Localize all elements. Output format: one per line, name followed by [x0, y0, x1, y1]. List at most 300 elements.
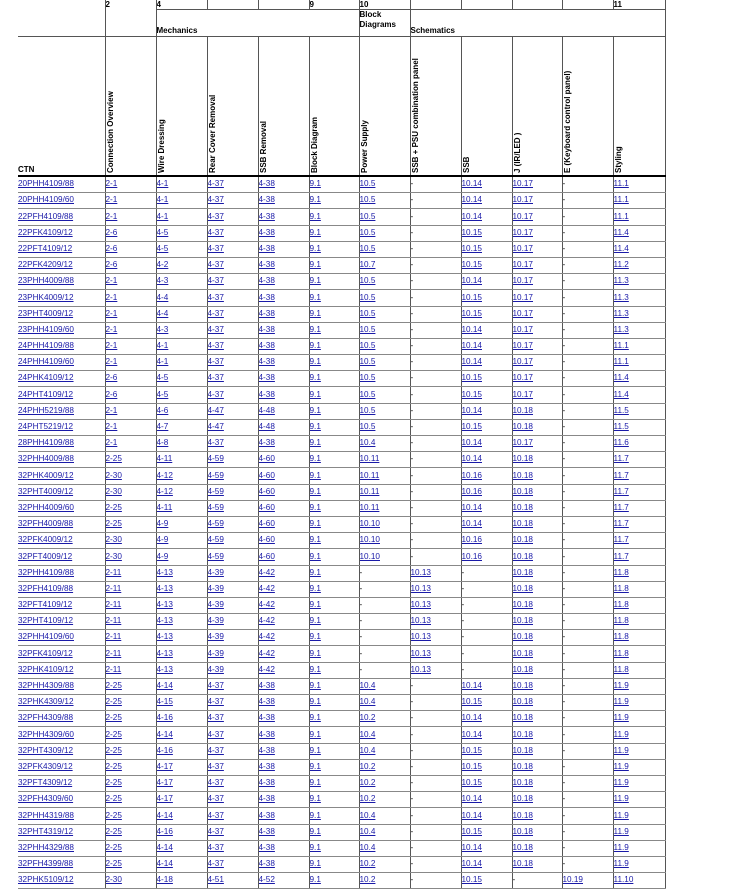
ctn-link[interactable]: 32PHK4309/12	[18, 697, 74, 707]
page-ref-link[interactable]: 4-5	[156, 373, 169, 383]
page-ref-link[interactable]: 4-42	[258, 600, 275, 610]
page-ref-link[interactable]: 4-17	[156, 794, 173, 804]
page-ref-link[interactable]: 11.8	[613, 583, 629, 593]
page-ref-link[interactable]: 11.8	[613, 616, 629, 626]
page-ref-link[interactable]: 4-16	[156, 826, 173, 836]
page-ref-link[interactable]: 4-14	[156, 810, 173, 820]
page-ref-link[interactable]: 11.9	[613, 729, 629, 739]
ctn-link[interactable]: 32PHT4009/12	[18, 486, 74, 496]
page-ref-link[interactable]: 4-38	[258, 697, 275, 707]
page-ref-link[interactable]: 4-37	[207, 794, 224, 804]
ctn-link[interactable]: 24PHH4109/60	[18, 357, 74, 367]
page-ref-link[interactable]: 4-39	[207, 583, 224, 593]
page-ref-link[interactable]: 4-39	[207, 664, 224, 674]
page-ref-link[interactable]: 4-37	[207, 308, 224, 318]
page-ref-link[interactable]: 10.5	[359, 405, 376, 415]
page-ref-link[interactable]: 11.4	[613, 389, 629, 399]
page-ref-link[interactable]: 9.1	[309, 567, 321, 577]
page-ref-link[interactable]: 2-25	[105, 454, 122, 464]
page-ref-link[interactable]: 11.9	[613, 681, 629, 691]
page-ref-link[interactable]: 2-25	[105, 713, 122, 723]
page-ref-link[interactable]: 10.18	[512, 551, 533, 561]
page-ref-link[interactable]: 4-39	[207, 600, 224, 610]
page-ref-link[interactable]: 10.17	[512, 373, 533, 383]
page-ref-link[interactable]: 10.14	[461, 519, 482, 529]
page-ref-link[interactable]: 4-17	[156, 761, 173, 771]
page-ref-link[interactable]: 4-59	[207, 486, 224, 496]
page-ref-link[interactable]: 10.18	[512, 681, 533, 691]
page-ref-link[interactable]: 4-38	[258, 276, 275, 286]
page-ref-link[interactable]: 10.15	[461, 260, 482, 270]
page-ref-link[interactable]: 10.5	[359, 308, 376, 318]
ctn-link[interactable]: 32PHK4109/12	[18, 664, 74, 674]
page-ref-link[interactable]: 11.7	[613, 535, 629, 545]
page-ref-link[interactable]: 10.14	[461, 195, 482, 205]
page-ref-link[interactable]: 10.13	[410, 616, 431, 626]
page-ref-link[interactable]: 9.1	[309, 243, 321, 253]
page-ref-link[interactable]: 4-12	[156, 470, 173, 480]
page-ref-link[interactable]: 4-39	[207, 648, 224, 658]
page-ref-link[interactable]: 10.2	[359, 875, 376, 885]
page-ref-link[interactable]: 9.1	[309, 405, 321, 415]
page-ref-link[interactable]: 4-38	[258, 357, 275, 367]
page-ref-link[interactable]: 4-42	[258, 583, 275, 593]
page-ref-link[interactable]: 10.18	[512, 810, 533, 820]
page-ref-link[interactable]: 11.1	[613, 211, 629, 221]
page-ref-link[interactable]: 2-1	[105, 308, 118, 318]
page-ref-link[interactable]: 4-42	[258, 648, 275, 658]
page-ref-link[interactable]: 4-14	[156, 859, 173, 869]
page-ref-link[interactable]: 4-38	[258, 826, 275, 836]
page-ref-link[interactable]: 10.11	[359, 454, 380, 464]
page-ref-link[interactable]: 11.9	[613, 842, 629, 852]
page-ref-link[interactable]: 4-16	[156, 713, 173, 723]
page-ref-link[interactable]: 10.16	[461, 535, 482, 545]
page-ref-link[interactable]: 2-30	[105, 470, 122, 480]
page-ref-link[interactable]: 9.1	[309, 842, 321, 852]
page-ref-link[interactable]: 11.9	[613, 745, 629, 755]
page-ref-link[interactable]: 4-37	[207, 761, 224, 771]
page-ref-link[interactable]: 11.1	[613, 341, 629, 351]
page-ref-link[interactable]: 2-1	[105, 324, 118, 334]
page-ref-link[interactable]: 10.15	[461, 745, 482, 755]
page-ref-link[interactable]: 9.1	[309, 470, 321, 480]
ctn-link[interactable]: 32PFK4009/12	[18, 535, 73, 545]
page-ref-link[interactable]: 4-11	[156, 502, 173, 512]
ctn-link[interactable]: 32PHT4109/12	[18, 616, 74, 626]
page-ref-link[interactable]: 10.18	[512, 502, 533, 512]
page-ref-link[interactable]: 2-11	[105, 583, 122, 593]
page-ref-link[interactable]: 4-59	[207, 454, 224, 464]
page-ref-link[interactable]: 4-5	[156, 243, 169, 253]
page-ref-link[interactable]: 9.1	[309, 341, 321, 351]
page-ref-link[interactable]: 10.10	[359, 535, 380, 545]
page-ref-link[interactable]: 11.3	[613, 276, 629, 286]
page-ref-link[interactable]: 4-47	[207, 422, 224, 432]
page-ref-link[interactable]: 10.17	[512, 276, 533, 286]
page-ref-link[interactable]: 9.1	[309, 502, 321, 512]
page-ref-link[interactable]: 4-38	[258, 341, 275, 351]
page-ref-link[interactable]: 2-25	[105, 826, 122, 836]
page-ref-link[interactable]: 10.17	[512, 341, 533, 351]
page-ref-link[interactable]: 10.14	[461, 713, 482, 723]
page-ref-link[interactable]: 11.8	[613, 648, 629, 658]
page-ref-link[interactable]: 4-13	[156, 664, 173, 674]
page-ref-link[interactable]: 4-1	[156, 179, 169, 189]
page-ref-link[interactable]: 4-37	[207, 713, 224, 723]
page-ref-link[interactable]: 10.16	[461, 470, 482, 480]
page-ref-link[interactable]: 11.4	[613, 227, 629, 237]
page-ref-link[interactable]: 10.17	[512, 243, 533, 253]
page-ref-link[interactable]: 4-39	[207, 632, 224, 642]
page-ref-link[interactable]: 4-60	[258, 551, 275, 561]
ctn-link[interactable]: 32PFT4309/12	[18, 778, 73, 788]
page-ref-link[interactable]: 10.15	[461, 227, 482, 237]
page-ref-link[interactable]: 2-25	[105, 519, 122, 529]
page-ref-link[interactable]: 4-2	[156, 260, 169, 270]
ctn-link[interactable]: 32PHK4009/12	[18, 470, 74, 480]
page-ref-link[interactable]: 10.17	[512, 357, 533, 367]
ctn-link[interactable]: 32PHH4009/60	[18, 502, 74, 512]
page-ref-link[interactable]: 10.18	[512, 535, 533, 545]
page-ref-link[interactable]: 4-38	[258, 681, 275, 691]
page-ref-link[interactable]: 10.5	[359, 227, 376, 237]
ctn-link[interactable]: 22PFK4109/12	[18, 227, 73, 237]
page-ref-link[interactable]: 11.8	[613, 600, 629, 610]
page-ref-link[interactable]: 11.7	[613, 486, 629, 496]
page-ref-link[interactable]: 9.1	[309, 875, 321, 885]
page-ref-link[interactable]: 2-1	[105, 195, 118, 205]
page-ref-link[interactable]: 10.17	[512, 195, 533, 205]
ctn-link[interactable]: 20PHH4109/60	[18, 195, 74, 205]
page-ref-link[interactable]: 9.1	[309, 357, 321, 367]
page-ref-link[interactable]: 11.9	[613, 794, 629, 804]
page-ref-link[interactable]: 10.4	[359, 810, 376, 820]
page-ref-link[interactable]: 4-37	[207, 859, 224, 869]
page-ref-link[interactable]: 4-48	[258, 405, 275, 415]
page-ref-link[interactable]: 2-1	[105, 179, 118, 189]
page-ref-link[interactable]: 10.4	[359, 697, 376, 707]
page-ref-link[interactable]: 10.15	[461, 243, 482, 253]
ctn-link[interactable]: 22PFK4209/12	[18, 260, 73, 270]
ctn-link[interactable]: 32PFH4009/88	[18, 519, 74, 529]
page-ref-link[interactable]: 9.1	[309, 454, 321, 464]
page-ref-link[interactable]: 9.1	[309, 794, 321, 804]
page-ref-link[interactable]: 4-11	[156, 454, 173, 464]
page-ref-link[interactable]: 10.18	[512, 842, 533, 852]
page-ref-link[interactable]: 10.4	[359, 681, 376, 691]
page-ref-link[interactable]: 4-37	[207, 357, 224, 367]
page-ref-link[interactable]: 4-12	[156, 486, 173, 496]
ctn-link[interactable]: 32PHH4329/88	[18, 842, 74, 852]
page-ref-link[interactable]: 4-6	[156, 405, 169, 415]
page-ref-link[interactable]: 10.18	[512, 616, 533, 626]
page-ref-link[interactable]: 4-59	[207, 551, 224, 561]
page-ref-link[interactable]: 4-18	[156, 875, 173, 885]
page-ref-link[interactable]: 4-14	[156, 681, 173, 691]
page-ref-link[interactable]: 10.15	[461, 697, 482, 707]
page-ref-link[interactable]: 4-37	[207, 260, 224, 270]
page-ref-link[interactable]: 4-37	[207, 227, 224, 237]
page-ref-link[interactable]: 4-14	[156, 842, 173, 852]
page-ref-link[interactable]: 10.5	[359, 276, 376, 286]
page-ref-link[interactable]: 9.1	[309, 583, 321, 593]
page-ref-link[interactable]: 10.4	[359, 826, 376, 836]
ctn-link[interactable]: 32PHH4319/88	[18, 810, 74, 820]
page-ref-link[interactable]: 2-6	[105, 227, 118, 237]
page-ref-link[interactable]: 4-60	[258, 486, 275, 496]
page-ref-link[interactable]: 10.15	[461, 778, 482, 788]
page-ref-link[interactable]: 10.5	[359, 324, 376, 334]
ctn-link[interactable]: 32PFH4109/88	[18, 583, 74, 593]
page-ref-link[interactable]: 10.18	[512, 648, 533, 658]
ctn-link[interactable]: 23PHH4009/88	[18, 276, 74, 286]
page-ref-link[interactable]: 4-37	[207, 276, 224, 286]
page-ref-link[interactable]: 10.18	[512, 583, 533, 593]
page-ref-link[interactable]: 4-38	[258, 211, 275, 221]
page-ref-link[interactable]: 10.18	[512, 486, 533, 496]
page-ref-link[interactable]: 10.5	[359, 422, 376, 432]
page-ref-link[interactable]: 4-38	[258, 745, 275, 755]
page-ref-link[interactable]: 10.15	[461, 292, 482, 302]
page-ref-link[interactable]: 2-11	[105, 600, 122, 610]
page-ref-link[interactable]: 9.1	[309, 713, 321, 723]
page-ref-link[interactable]: 10.14	[461, 859, 482, 869]
page-ref-link[interactable]: 10.14	[461, 810, 482, 820]
ctn-link[interactable]: 32PHH4309/88	[18, 681, 74, 691]
page-ref-link[interactable]: 4-37	[207, 179, 224, 189]
ctn-link[interactable]: 22PFH4109/88	[18, 211, 74, 221]
page-ref-link[interactable]: 9.1	[309, 859, 321, 869]
page-ref-link[interactable]: 10.11	[359, 486, 380, 496]
page-ref-link[interactable]: 4-38	[258, 842, 275, 852]
page-ref-link[interactable]: 9.1	[309, 422, 321, 432]
page-ref-link[interactable]: 10.5	[359, 292, 376, 302]
page-ref-link[interactable]: 9.1	[309, 227, 321, 237]
page-ref-link[interactable]: 4-37	[207, 842, 224, 852]
page-ref-link[interactable]: 10.14	[461, 502, 482, 512]
page-ref-link[interactable]: 9.1	[309, 632, 321, 642]
page-ref-link[interactable]: 9.1	[309, 600, 321, 610]
page-ref-link[interactable]: 10.15	[461, 875, 482, 885]
page-ref-link[interactable]: 11.4	[613, 373, 629, 383]
page-ref-link[interactable]: 4-5	[156, 389, 169, 399]
page-ref-link[interactable]: 2-25	[105, 761, 122, 771]
page-ref-link[interactable]: 10.5	[359, 341, 376, 351]
page-ref-link[interactable]: 9.1	[309, 438, 321, 448]
ctn-link[interactable]: 20PHH4109/88	[18, 179, 74, 189]
page-ref-link[interactable]: 4-38	[258, 761, 275, 771]
page-ref-link[interactable]: 10.14	[461, 438, 482, 448]
page-ref-link[interactable]: 2-6	[105, 260, 118, 270]
page-ref-link[interactable]: 9.1	[309, 535, 321, 545]
page-ref-link[interactable]: 4-9	[156, 519, 169, 529]
page-ref-link[interactable]: 4-59	[207, 535, 224, 545]
page-ref-link[interactable]: 2-1	[105, 292, 118, 302]
page-ref-link[interactable]: 10.10	[359, 551, 380, 561]
page-ref-link[interactable]: 2-25	[105, 794, 122, 804]
page-ref-link[interactable]: 11.7	[613, 551, 629, 561]
page-ref-link[interactable]: 9.1	[309, 211, 321, 221]
page-ref-link[interactable]: 4-38	[258, 292, 275, 302]
page-ref-link[interactable]: 10.2	[359, 794, 376, 804]
ctn-link[interactable]: 32PHH4309/60	[18, 729, 74, 739]
page-ref-link[interactable]: 10.18	[512, 454, 533, 464]
page-ref-link[interactable]: 10.5	[359, 373, 376, 383]
ctn-link[interactable]: 23PHK4009/12	[18, 292, 74, 302]
ctn-link[interactable]: 24PHT5219/12	[18, 422, 74, 432]
page-ref-link[interactable]: 10.18	[512, 422, 533, 432]
page-ref-link[interactable]: 11.7	[613, 454, 629, 464]
page-ref-link[interactable]: 4-38	[258, 810, 275, 820]
page-ref-link[interactable]: 11.5	[613, 422, 629, 432]
page-ref-link[interactable]: 10.18	[512, 632, 533, 642]
page-ref-link[interactable]: 4-13	[156, 648, 173, 658]
page-ref-link[interactable]: 11.7	[613, 470, 629, 480]
page-ref-link[interactable]: 10.18	[512, 794, 533, 804]
page-ref-link[interactable]: 2-25	[105, 778, 122, 788]
page-ref-link[interactable]: 4-1	[156, 341, 169, 351]
page-ref-link[interactable]: 4-1	[156, 357, 169, 367]
page-ref-link[interactable]: 2-25	[105, 697, 122, 707]
page-ref-link[interactable]: 10.14	[461, 276, 482, 286]
page-ref-link[interactable]: 4-13	[156, 632, 173, 642]
page-ref-link[interactable]: 10.15	[461, 422, 482, 432]
ctn-link[interactable]: 32PHK5109/12	[18, 875, 74, 885]
page-ref-link[interactable]: 4-3	[156, 324, 169, 334]
page-ref-link[interactable]: 10.18	[512, 519, 533, 529]
page-ref-link[interactable]: 4-14	[156, 729, 173, 739]
page-ref-link[interactable]: 10.11	[359, 470, 380, 480]
page-ref-link[interactable]: 4-37	[207, 438, 224, 448]
page-ref-link[interactable]: 10.13	[410, 664, 431, 674]
page-ref-link[interactable]: 10.15	[461, 761, 482, 771]
page-ref-link[interactable]: 10.15	[461, 373, 482, 383]
page-ref-link[interactable]: 10.18	[512, 664, 533, 674]
page-ref-link[interactable]: 9.1	[309, 389, 321, 399]
page-ref-link[interactable]: 2-30	[105, 875, 122, 885]
page-ref-link[interactable]: 2-1	[105, 422, 118, 432]
page-ref-link[interactable]: 9.1	[309, 195, 321, 205]
page-ref-link[interactable]: 10.18	[512, 761, 533, 771]
page-ref-link[interactable]: 4-17	[156, 778, 173, 788]
page-ref-link[interactable]: 4-1	[156, 195, 169, 205]
page-ref-link[interactable]: 9.1	[309, 519, 321, 529]
page-ref-link[interactable]: 10.17	[512, 308, 533, 318]
page-ref-link[interactable]: 4-42	[258, 632, 275, 642]
page-ref-link[interactable]: 2-25	[105, 859, 122, 869]
page-ref-link[interactable]: 2-11	[105, 648, 122, 658]
page-ref-link[interactable]: 11.9	[613, 761, 629, 771]
page-ref-link[interactable]: 10.18	[512, 405, 533, 415]
ctn-link[interactable]: 32PFT4109/12	[18, 600, 73, 610]
page-ref-link[interactable]: 4-38	[258, 373, 275, 383]
page-ref-link[interactable]: 10.2	[359, 761, 376, 771]
page-ref-link[interactable]: 11.3	[613, 324, 629, 334]
page-ref-link[interactable]: 4-38	[258, 389, 275, 399]
page-ref-link[interactable]: 4-42	[258, 616, 275, 626]
ctn-link[interactable]: 23PHT4009/12	[18, 308, 74, 318]
page-ref-link[interactable]: 2-6	[105, 389, 118, 399]
page-ref-link[interactable]: 11.9	[613, 697, 629, 707]
page-ref-link[interactable]: 11.9	[613, 778, 629, 788]
page-ref-link[interactable]: 10.17	[512, 292, 533, 302]
page-ref-link[interactable]: 4-13	[156, 567, 173, 577]
page-ref-link[interactable]: 2-1	[105, 405, 118, 415]
page-ref-link[interactable]: 2-1	[105, 276, 118, 286]
page-ref-link[interactable]: 4-37	[207, 681, 224, 691]
page-ref-link[interactable]: 4-38	[258, 243, 275, 253]
page-ref-link[interactable]: 2-6	[105, 373, 118, 383]
page-ref-link[interactable]: 9.1	[309, 810, 321, 820]
page-ref-link[interactable]: 9.1	[309, 308, 321, 318]
ctn-link[interactable]: 24PHK4109/12	[18, 373, 74, 383]
page-ref-link[interactable]: 4-1	[156, 211, 169, 221]
page-ref-link[interactable]: 10.18	[512, 778, 533, 788]
page-ref-link[interactable]: 4-9	[156, 535, 169, 545]
ctn-link[interactable]: 32PHH4109/88	[18, 567, 74, 577]
page-ref-link[interactable]: 10.13	[410, 583, 431, 593]
page-ref-link[interactable]: 4-38	[258, 324, 275, 334]
page-ref-link[interactable]: 4-38	[258, 227, 275, 237]
page-ref-link[interactable]: 4-37	[207, 697, 224, 707]
ctn-link[interactable]: 32PHT4319/12	[18, 826, 74, 836]
ctn-link[interactable]: 32PFK4109/12	[18, 648, 73, 658]
page-ref-link[interactable]: 10.18	[512, 470, 533, 480]
ctn-link[interactable]: 22PFT4109/12	[18, 243, 73, 253]
page-ref-link[interactable]: 10.2	[359, 859, 376, 869]
page-ref-link[interactable]: 10.14	[461, 179, 482, 189]
page-ref-link[interactable]: 2-6	[105, 243, 118, 253]
page-ref-link[interactable]: 2-25	[105, 681, 122, 691]
page-ref-link[interactable]: 2-11	[105, 664, 122, 674]
page-ref-link[interactable]: 10.18	[512, 826, 533, 836]
page-ref-link[interactable]: 11.1	[613, 179, 629, 189]
page-ref-link[interactable]: 10.14	[461, 405, 482, 415]
page-ref-link[interactable]: 2-11	[105, 616, 122, 626]
page-ref-link[interactable]: 4-52	[258, 875, 275, 885]
page-ref-link[interactable]: 2-30	[105, 535, 122, 545]
page-ref-link[interactable]: 10.14	[461, 341, 482, 351]
page-ref-link[interactable]: 2-1	[105, 357, 118, 367]
page-ref-link[interactable]: 10.14	[461, 729, 482, 739]
page-ref-link[interactable]: 4-38	[258, 195, 275, 205]
page-ref-link[interactable]: 9.1	[309, 761, 321, 771]
page-ref-link[interactable]: 10.11	[359, 502, 380, 512]
page-ref-link[interactable]: 4-38	[258, 794, 275, 804]
page-ref-link[interactable]: 4-38	[258, 729, 275, 739]
page-ref-link[interactable]: 10.15	[461, 826, 482, 836]
page-ref-link[interactable]: 4-13	[156, 600, 173, 610]
page-ref-link[interactable]: 10.13	[410, 567, 431, 577]
page-ref-link[interactable]: 4-38	[258, 438, 275, 448]
page-ref-link[interactable]: 10.18	[512, 729, 533, 739]
page-ref-link[interactable]: 2-1	[105, 341, 118, 351]
page-ref-link[interactable]: 4-60	[258, 502, 275, 512]
page-ref-link[interactable]: 4-59	[207, 470, 224, 480]
page-ref-link[interactable]: 4-37	[207, 745, 224, 755]
page-ref-link[interactable]: 4-37	[207, 778, 224, 788]
page-ref-link[interactable]: 4-60	[258, 454, 275, 464]
page-ref-link[interactable]: 4-37	[207, 292, 224, 302]
page-ref-link[interactable]: 9.1	[309, 664, 321, 674]
page-ref-link[interactable]: 10.5	[359, 211, 376, 221]
ctn-link[interactable]: 23PHH4109/60	[18, 324, 74, 334]
page-ref-link[interactable]: 10.14	[461, 681, 482, 691]
ctn-link[interactable]: 24PHT4109/12	[18, 389, 74, 399]
page-ref-link[interactable]: 10.18	[512, 697, 533, 707]
page-ref-link[interactable]: 10.7	[359, 260, 376, 270]
